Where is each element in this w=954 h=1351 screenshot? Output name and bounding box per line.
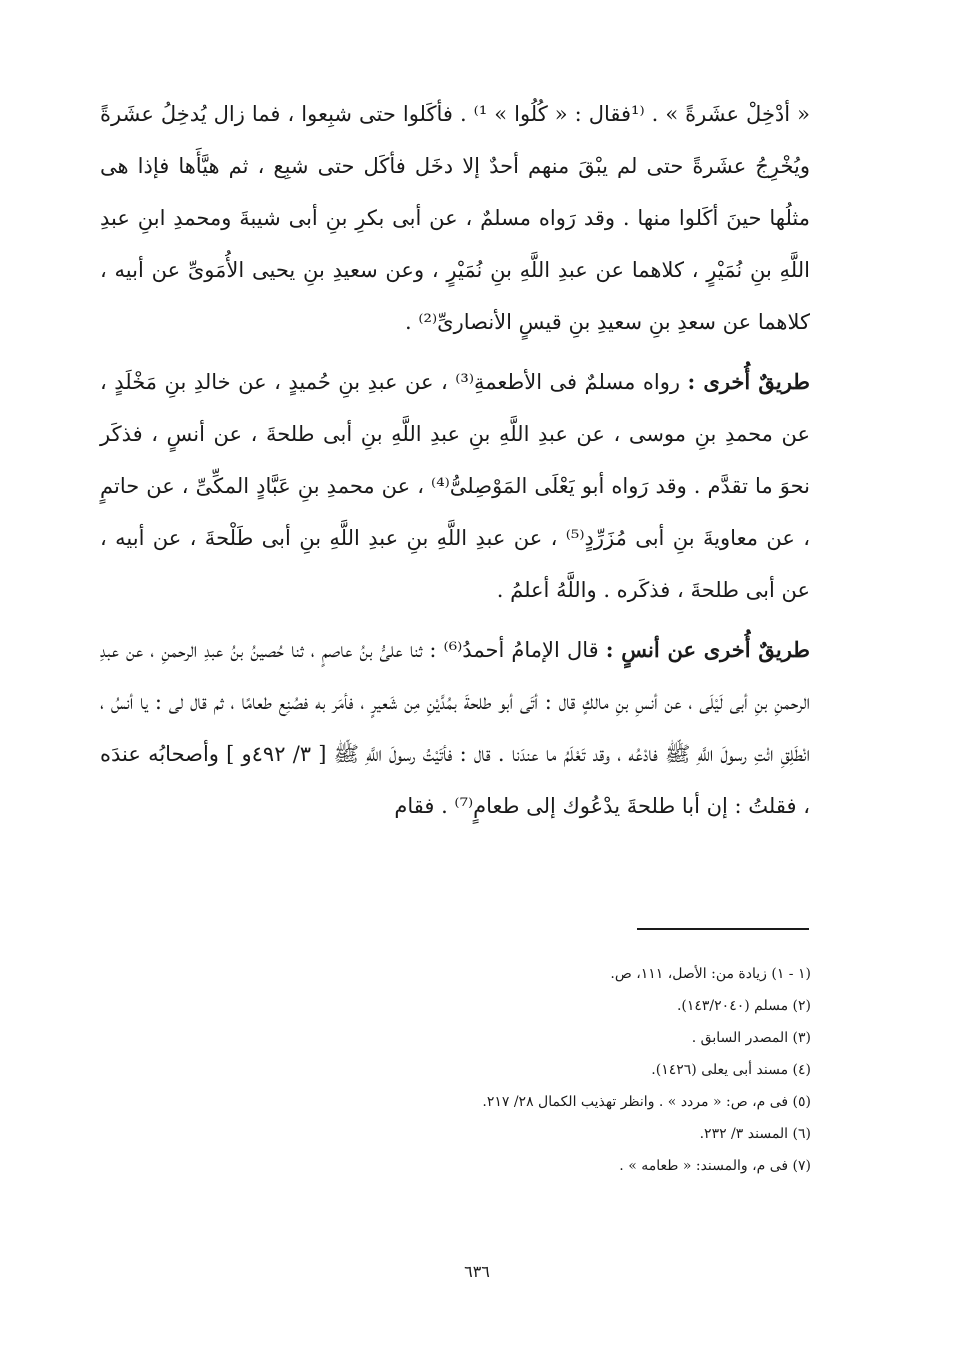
page-number: ٦٣٦ <box>464 1262 490 1281</box>
footnote-1: (١ - ١) زيادة من: الأصل، ١١١، ص. <box>610 966 811 982</box>
footnote-7: (٧) فى م، والمسند: « طعامه » . <box>619 1158 811 1174</box>
footnotes-list <box>251 958 811 1182</box>
footnote-3: (٣) المصدر السابق . <box>691 1030 811 1046</box>
paragraph-2-heading: طريقٌ أُخرى : <box>687 369 810 394</box>
paragraph-2 <box>100 356 810 616</box>
footnote-2: (٢) مسلم (١٤٣/٢٠٤٠). <box>676 998 811 1014</box>
footnote-separator <box>637 928 809 930</box>
paragraph-1-text: « أدْخِلْ عشَرةً » . ⁽¹فقال : « كُلُوا » ¹⁾ . فأكَلوا حتى شبِعوا ، فما زال يُدخِلُ عشَرةً ويُخْرِجُ عشَرةً حتى لم يبْقَ منهم أحدٌ إلا دخَل فأكَل حتى شبِع ، ثم هيَّأَها فإذا هى مثلُها حينَ أكَلوا منها . وقد رَواه مسلمٌ ، عن أبى بكرِ بنِ أبى شيبةَ ومحمدِ ابنِ عبدِ اللَّهِ بنِ نُمَيْرٍ ، كلاهما عن عبدِ اللَّهِ بنِ نُمَيْرٍ ، وعن سعيدِ بنِ يحيى الأُمَوىِّ عن أبيه ، كلاهما عن سعدِ بنِ سعيدِ بنِ قيسٍ الأنصارىِّ⁽²⁾ . <box>100 102 810 334</box>
paragraph-3-text: قال الإمامُ أحمدُ⁽⁶⁾ : ثنا علىُّ بنُ عاصمٍ ، ثنا حُصينُ بنُ عبدِ الرحمنِ ، عن عبدِ الرحمنِ بنِ أبى لَيْلَى ، عن أنسِ بنِ مالكٍ قال : أتَى أبو طلحةَ بمُدَّيْنِ مِن شَعيرٍ ، فأمَر به فصُنِع طعامًا ، ثم قال لى : يا أنسُ ، انْطَلِقِ ائْتِ رسولَ اللَّهِ ﷺ فادْعُه ، وقد تَعْلَمُ ما عندَنا . قال : فأتَيْتُ رسولَ اللَّهِ ﷺ [ ٣/ ٤٩٢و ] وأصحابُه عندَه ، فقلتُ : إن أبا طلحةَ يدْعُوك إلى طعامٍ⁽⁷⁾ . فقام <box>100 638 810 818</box>
paragraph-2-text: رواه مسلمٌ فى الأطعمةِ⁽³⁾ ، عن عبدِ بنِ حُميدٍ ، عن خالدِ بنِ مَخْلَدٍ ، عن محمدِ بنِ موسى ، عن عبدِ اللَّهِ بنِ عبدِ اللَّهِ بنِ أبى طلحةَ ، عن أنسٍ ، فذكَر نحوَ ما تقدَّم . وقد رَواه أبو يَعْلَى المَوْصِلىُّ⁽⁴⁾ ، عن محمدِ بنِ عَبَّادٍ المكِّىِّ ، عن حاتمٍ ، عن معاويةَ بنِ أبى مُزَرِّدٍ⁽⁵⁾ ، عن عبدِ اللَّهِ بنِ عبدِ اللَّهِ بنِ أبى طَلْحةَ ، عن أبيه ، عن أبى طلحةَ ، فذكَره . واللَّهُ أعلمُ . <box>100 370 810 602</box>
footnote-6: (٦) المسند ٣/ ٢٣٢. <box>699 1126 811 1142</box>
footnote-5: (٥) فى م، ص: « مردد » . وانظر تهذيب الكمال ٢٨/ ٢١٧. <box>482 1094 811 1110</box>
main-text <box>100 88 810 840</box>
footnote-4: (٤) مسند أبى يعلى (١٤٢٦). <box>651 1062 811 1078</box>
paragraph-3 <box>100 624 810 832</box>
paragraph-3-heading: طريقٌ أُخرى عن أنسٍ : <box>605 637 810 662</box>
paragraph-1 <box>100 88 810 348</box>
